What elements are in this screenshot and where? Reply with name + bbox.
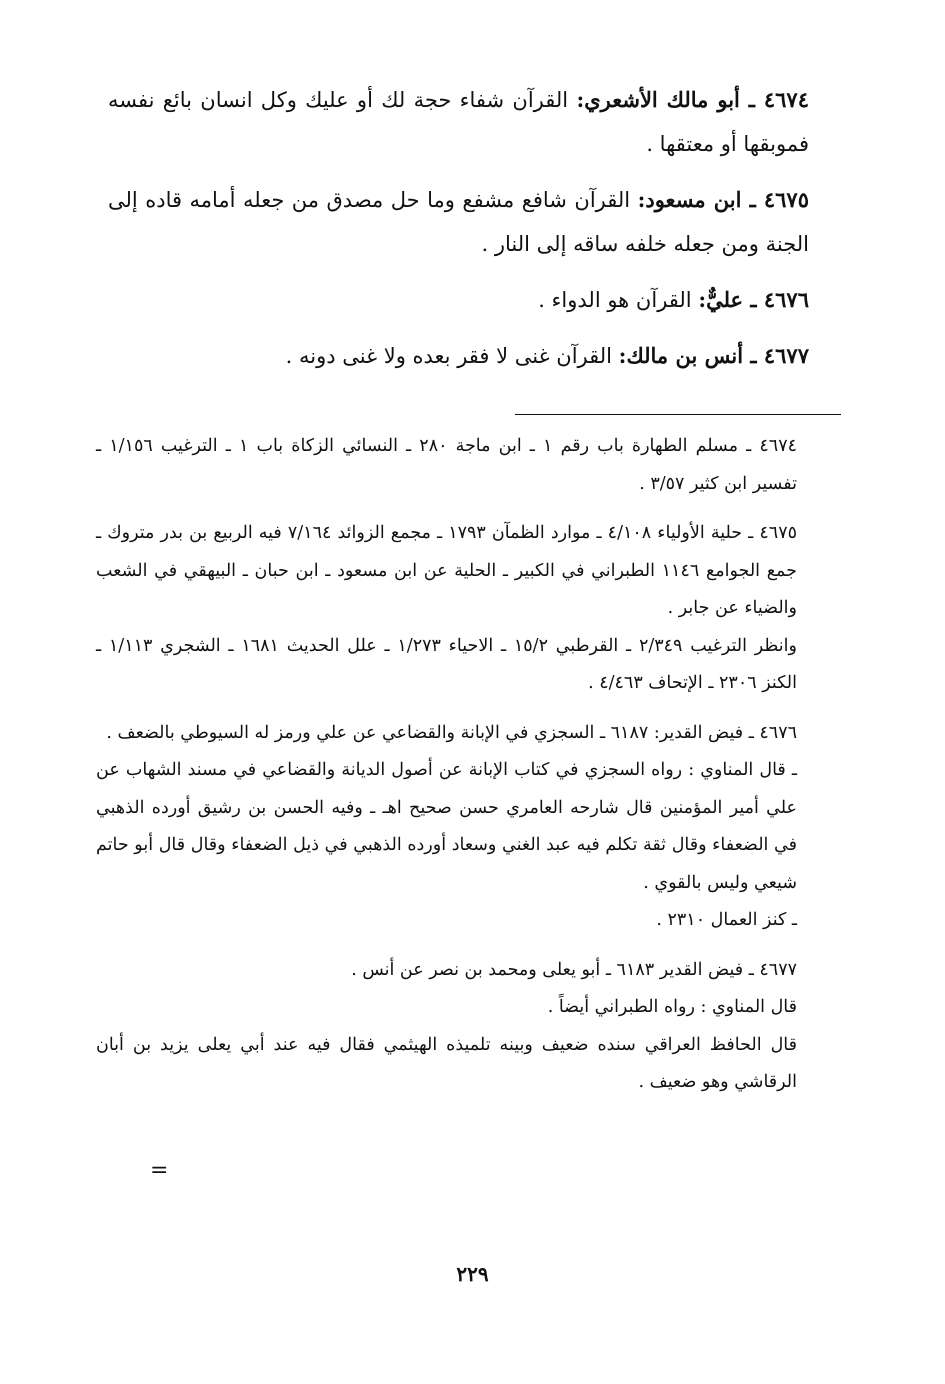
narrator-name: أنس بن مالك bbox=[626, 343, 744, 368]
main-text bbox=[108, 78, 837, 390]
footnotes bbox=[96, 428, 845, 1114]
hadith-entry: ٤٦٧٦ ـ عليٌّ: القرآن هو الدواء . bbox=[538, 287, 809, 312]
footnote-paragraph: قال المناوي : رواه الطبراني أيضاً . bbox=[547, 997, 797, 1017]
footnote-paragraph: ٤٦٧٥ ـ حلية الأولياء ٤/١٠٨ ـ موارد الظمآن ١٧٩٣ ـ مجمع الزوائد ٧/١٦٤ فيه الربيع بن بدر متروك ـ جمع الجوامع ١١٤٦ الطبراني في الكبير ـ الحلية عن ابن مسعود ـ ابن حبان ـ البيهقي في الشعب والضياء عن جابر . bbox=[96, 523, 798, 618]
entry-number: ٤٦٧٥ bbox=[763, 187, 809, 212]
footnote-paragraph: ـ كنز العمال ٢٣١٠ . bbox=[656, 910, 797, 930]
narrator-name: ابن مسعود bbox=[645, 187, 742, 212]
footnote bbox=[96, 952, 845, 1102]
entry-number: ٤٦٧٦ bbox=[763, 287, 809, 312]
footnote bbox=[96, 515, 845, 703]
narrator-name: عليٌّ bbox=[706, 287, 744, 312]
footnote-paragraph: ٤٦٧٧ ـ فيض القدير ٦١٨٣ ـ أبو يعلى ومحمد بن نصر عن أنس . bbox=[351, 959, 797, 980]
hadith-text: القرآن هو الدواء . bbox=[538, 288, 692, 312]
footnote-paragraph: قال الحافظ العراقي سنده ضعيف وبينه تلميذه الهيثمي فقال فيه عند أبي يعلى يزيد بن أبان الرقاشي وهو ضعيف . bbox=[96, 1034, 797, 1092]
footnote-paragraph: ٤٦٧٤ ـ مسلم الطهارة باب رقم ١ ـ ابن ماجة ٢٨٠ ـ النسائي الزكاة باب ١ ـ الترغيب ١/١٥٦ ـ تفسير ابن كثير ٣/٥٧ . bbox=[96, 436, 797, 494]
hadith-text: القرآن غنى لا فقر بعده ولا غنى دونه . bbox=[285, 344, 612, 368]
hadith-text: القرآن شافع مشفع وما حل مصدق من جعله أمامه قاده إلى الجنة ومن جعله خلفه ساقه إلى النار . bbox=[108, 188, 809, 256]
footnote bbox=[96, 428, 845, 503]
hadith-entry: ٤٦٧٧ ـ أنس بن مالك: القرآن غنى لا فقر بعده ولا غنى دونه . bbox=[285, 343, 809, 368]
footnote-paragraph: ٤٦٧٦ ـ فيض القدير: ٦١٨٧ ـ السجزي في الإبانة والقضاعي عن علي ورمز له السيوطي بالضعف . bbox=[106, 722, 797, 743]
footnote-paragraph: وانظر الترغيب ٢/٣٤٩ ـ القرطبي ١٥/٢ ـ الاحياء ١/٢٧٣ ـ علل الحديث ١٦٨١ ـ الشجري ١/١١٣ ـ الكنز ٢٣٠٦ ـ الإتحاف ٤/٤٦٣ . bbox=[96, 635, 797, 693]
hadith-entry: ٤٦٧٥ ـ ابن مسعود: القرآن شافع مشفع وما حل مصدق من جعله أمامه قاده إلى الجنة ومن جعله خلفه ساقه إلى النار . bbox=[108, 187, 809, 256]
entry-number: ٤٦٧٧ bbox=[763, 343, 809, 368]
page-number: ٢٢٩ bbox=[456, 1262, 489, 1286]
footnote-paragraph: ـ قال المناوي : رواه السجزي في كتاب الإبانة عن أصول الديانة والقضاعي في مسند الشهاب عن علي أمير المؤمنين قال شارحه العامري حسن صحيح اهـ ـ وفيه الحسن بن رشيق أورده الذهبي في الضعفاء وقال ثقة تكلم فيه عبد الغني وسعاد أورده الذهبي في ذيل الضعفاء وقال قال أبو حاتم شيعي وليس بالقوي . bbox=[96, 760, 797, 893]
narrator-name: أبو مالك الأشعري bbox=[584, 87, 740, 112]
hadith-entry: ٤٦٧٤ ـ أبو مالك الأشعري: القرآن شفاء حجة لك أو عليك وكل انسان بائع نفسه فموبقها أو معتقها . bbox=[108, 87, 809, 156]
footnote bbox=[96, 715, 845, 940]
hadith-text: القرآن شفاء حجة لك أو عليك وكل انسان بائع نفسه فموبقها أو معتقها . bbox=[108, 88, 809, 156]
footnote-divider bbox=[515, 414, 841, 415]
entry-number: ٤٦٧٤ bbox=[763, 87, 809, 112]
continuation-mark: = bbox=[150, 1158, 169, 1183]
